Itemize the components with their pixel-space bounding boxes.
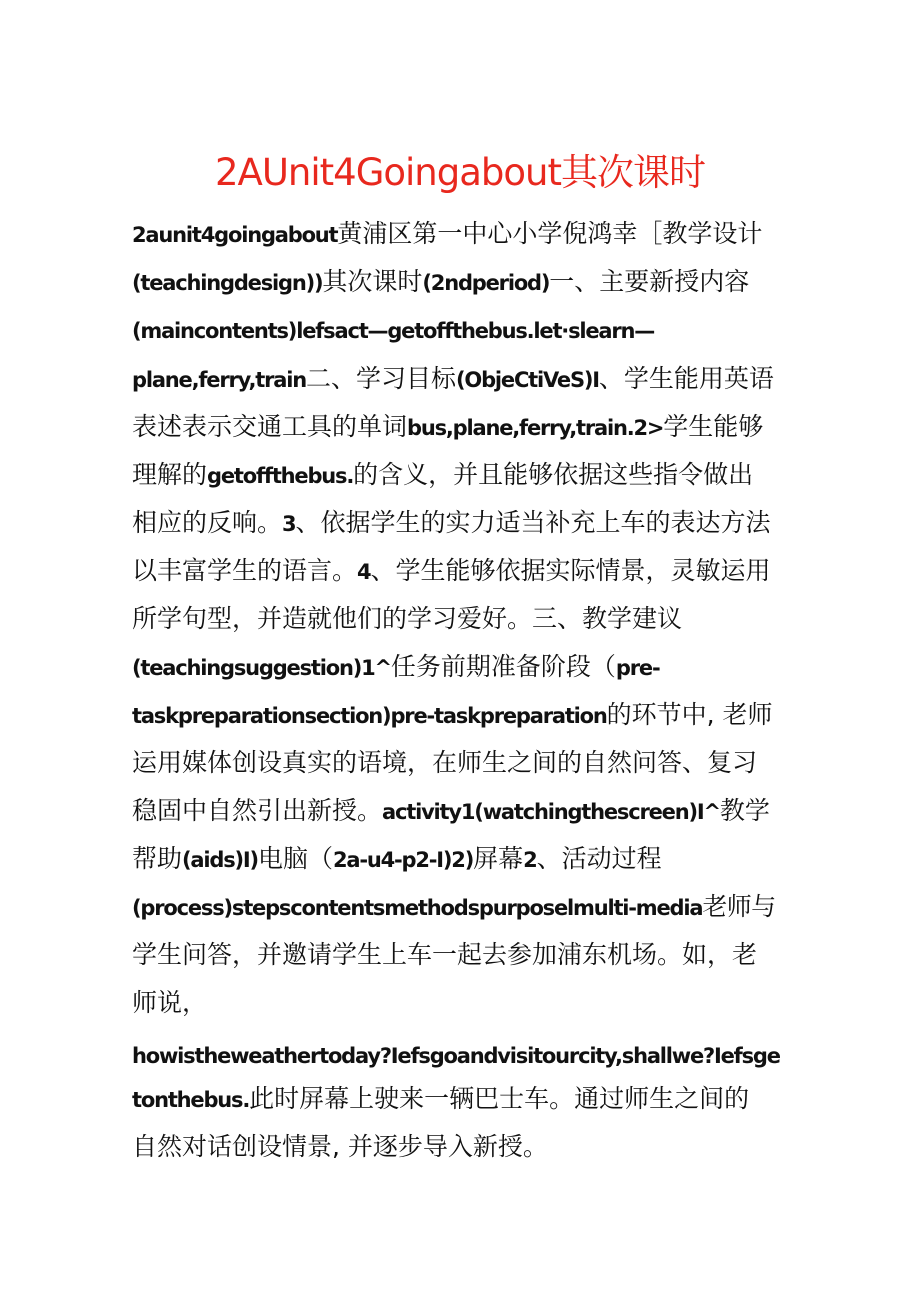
- bold-text-run: howistheweathertoday?Iefsgoandvisitourcity,shallwe?Iefsge: [132, 1044, 780, 1068]
- text-run: 一、主要新授内容: [549, 267, 750, 296]
- text-line: [132, 403, 763, 451]
- text-line: [132, 931, 757, 979]
- text-line: [132, 451, 753, 499]
- bold-text-run: 2aunit4goingabout: [132, 223, 338, 247]
- text-line: [132, 691, 773, 739]
- bold-text-run: (process)stepscontentsmethodspurposelmulti-media: [132, 896, 703, 920]
- bold-text-run: (ObjeCtiVeS)I: [456, 368, 599, 392]
- text-run: 任务前期准备阶段（: [390, 652, 616, 681]
- text-line: [132, 499, 770, 547]
- text-run: 此时屏幕上驶来一辆巴士车。通过师生之间的: [249, 1084, 750, 1113]
- text-run: 自然对话创设情景, 并逐步导入新授。: [132, 1132, 548, 1161]
- text-line: [132, 210, 762, 258]
- text-run: 师说，: [132, 988, 208, 1017]
- bold-text-run: 2: [523, 848, 537, 872]
- bold-text-run: bus,plane,ferry,train.2>: [407, 416, 664, 440]
- text-run: 其次课时: [322, 267, 423, 296]
- text-line: [132, 643, 659, 691]
- text-run: 二、学习目标: [306, 364, 457, 393]
- bold-text-run: activity1(watchingthescreen)I^: [382, 800, 720, 824]
- text-run: 、依据学生的实力适当补充上车的表达方法: [295, 508, 771, 537]
- text-run: 黄浦区第一中心小学倪鸿幸［教学设计: [337, 219, 763, 248]
- text-run: 屏幕: [473, 844, 524, 873]
- text-line: [132, 883, 776, 931]
- text-run: 运用媒体创设真实的语境，在师生之间的自然问答、复习: [132, 748, 758, 777]
- bold-text-run: (teachingsuggestion)1^: [132, 656, 391, 680]
- text-line: [132, 1123, 548, 1171]
- bold-text-run: (teachingdesign)): [132, 271, 323, 295]
- bold-text-run: 2a-u4-p2-I)2): [332, 848, 474, 872]
- bold-text-run: tonthebus.: [132, 1088, 250, 1112]
- text-line: [132, 1031, 780, 1079]
- text-line: [132, 258, 749, 306]
- text-line: [132, 835, 662, 883]
- text-run: 教学: [719, 796, 770, 825]
- text-run: 老师与: [702, 892, 776, 921]
- text-run: 的环节中, 老师: [606, 700, 773, 729]
- text-run: 相应的反响。: [132, 508, 283, 537]
- text-line: [132, 306, 654, 354]
- text-run: 帮助: [132, 844, 183, 873]
- text-run: 、活动过程: [536, 844, 662, 873]
- bold-text-run: plane,ferry,train: [132, 368, 307, 392]
- text-run: 理解的: [132, 460, 208, 489]
- bold-text-run: 3: [282, 512, 296, 536]
- text-line: [132, 787, 770, 835]
- bold-text-run: pre-: [615, 656, 660, 680]
- text-line: [132, 355, 774, 403]
- text-line: [132, 979, 207, 1027]
- text-line: [132, 547, 770, 595]
- text-line: [132, 595, 682, 643]
- text-run: 电脑（: [257, 844, 333, 873]
- text-run: 所学句型，并造就他们的学习爱好。三、教学建议: [132, 604, 683, 633]
- text-run: 表述表示交通工具的单词: [132, 412, 408, 441]
- bold-text-run: (maincontents)lefsact—getoffthebus.let·slearn—: [132, 319, 655, 343]
- bold-text-run: taskpreparationsection)pre-taskpreparation: [132, 704, 607, 728]
- bold-text-run: (aids)I): [182, 848, 258, 872]
- text-run: 、学生能够依据实际情景，灵敏运用: [370, 556, 771, 585]
- text-run: 学生能够: [663, 412, 764, 441]
- page-title: 2AUnit4Goingabout其次课时: [215, 151, 705, 194]
- text-run: 的含义，并且能够依据这些指令做出: [353, 460, 754, 489]
- bold-text-run: (2ndperiod): [422, 271, 550, 295]
- text-run: 学生问答，并邀请学生上车一起去参加浦东机场。如，老: [132, 940, 758, 969]
- text-line: [132, 1075, 749, 1123]
- bold-text-run: getoffthebus.: [207, 464, 354, 488]
- text-run: 、学生能用英语: [598, 364, 774, 393]
- text-run: 稳固中自然引出新授。: [132, 796, 383, 825]
- bold-text-run: 4: [357, 560, 371, 584]
- text-run: 以丰富学生的语言。: [132, 556, 358, 585]
- text-line: [132, 739, 757, 787]
